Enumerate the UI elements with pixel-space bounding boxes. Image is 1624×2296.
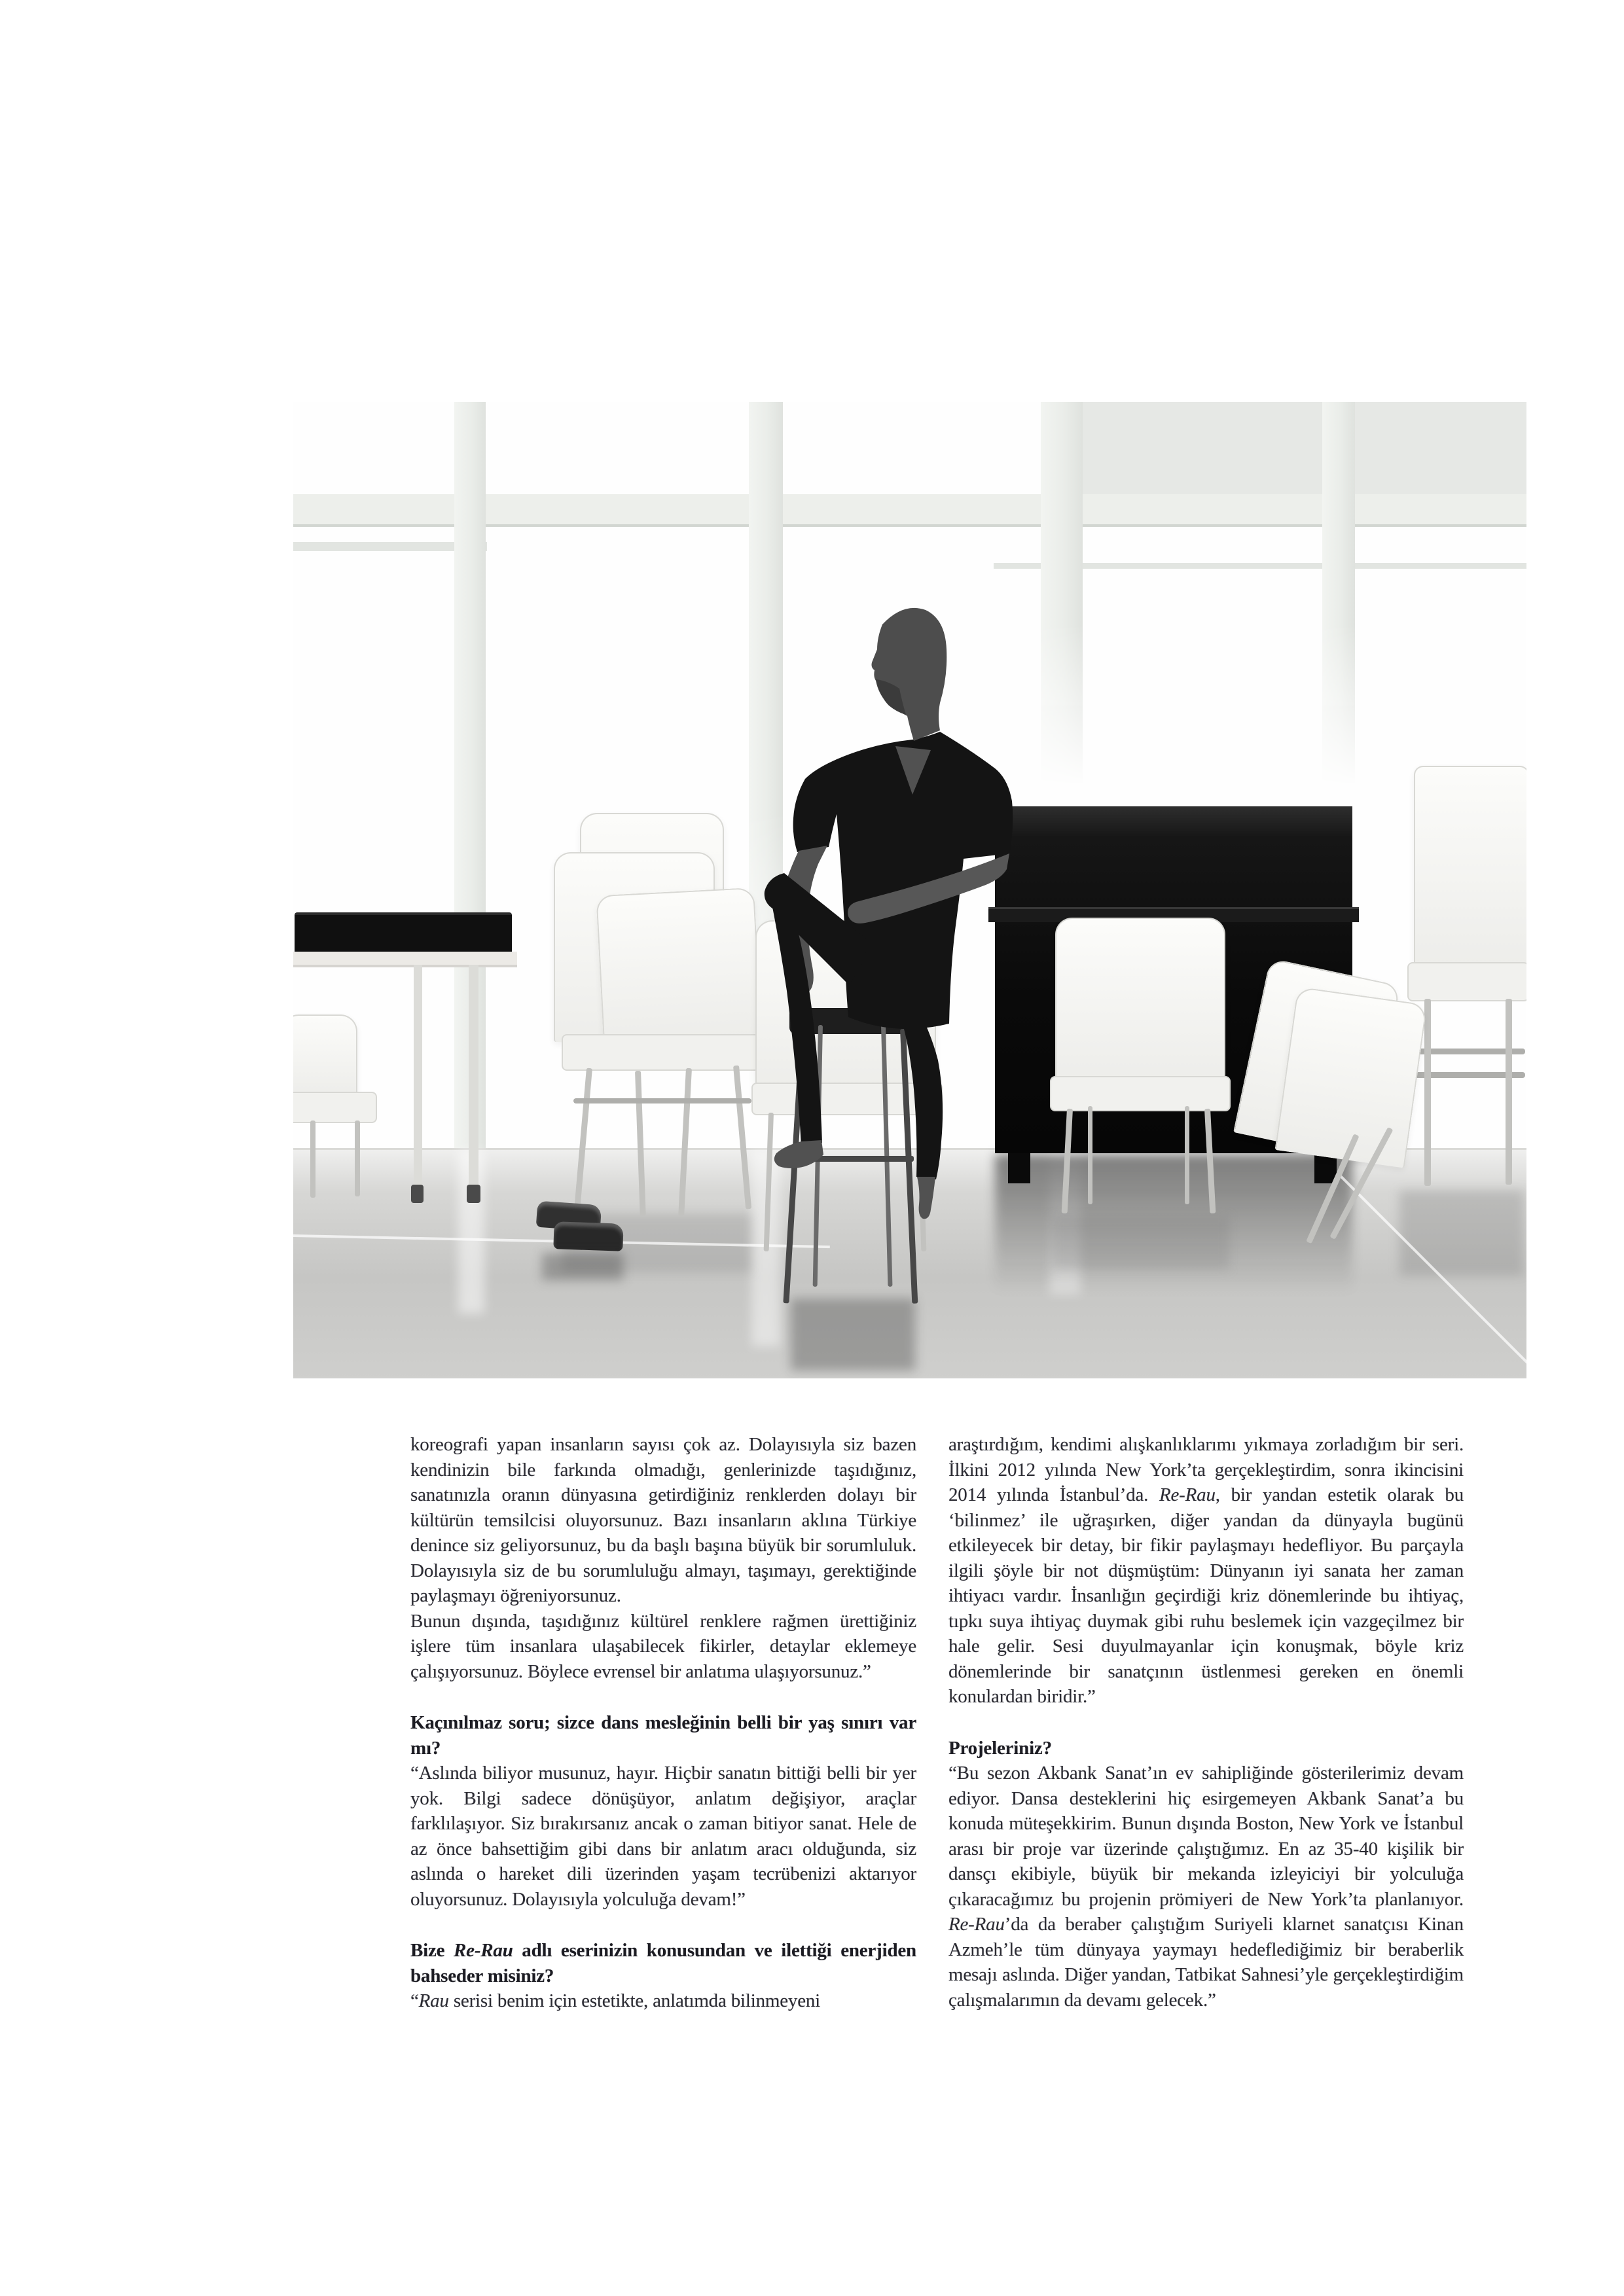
- interview-question: Projeleriniz?: [948, 1737, 1052, 1759]
- window-mullion-3: [1041, 402, 1083, 806]
- window-mullion-4: [1322, 402, 1355, 806]
- table-leg: [469, 965, 478, 1186]
- dancer-silhouette: [745, 598, 1026, 1220]
- interview-question: Kaçınılmaz soru; sizce dans mesleğinin belli bir yaş sınırı var mı?: [410, 1712, 916, 1759]
- table-leg: [414, 965, 422, 1186]
- chair-leg: [355, 1121, 360, 1196]
- interview-question: Bize Re-Rau adlı eserinizin konusundan ve ilettiği enerjiden bahseder misiniz?: [410, 1940, 916, 1986]
- article-paragraph: “Bu sezon Akbank Sanat’ın ev sahipliğinde gösterilerimiz devam ediyor. Dansa desteklerini hiç esirgemeyen Akbank Sanat’a bu konuda müteşekkirim. Bunun dışında Boston, New York ve İstanbul arası bir proje var üzerinde çalıştığımız. En az 35-40 kişilik bir dansçı ekibiyle, büyük bir mekanda izleyiciyi bir yolculuğa çıkaracağımız bu projenin prömiyeri de New York’ta planlanıyor. Re-Rau’da da beraber çalıştığım Suriyeli klarnet sanatçısı Kinan Azmeh’le tüm dünyaya yaymayı hedeflediğimiz bir beraberlik mesajı aslında. Diğer yandan, Tatbikat Sahnesi’yle gerçekleştirdiğim çalışmalarımın da devamı gelecek.”: [948, 1763, 1464, 2011]
- table-caster: [411, 1185, 424, 1203]
- chair-leg: [1506, 999, 1512, 1185]
- table: [293, 952, 517, 967]
- shoes-reflection: [542, 1253, 623, 1280]
- white-chair-back: [1055, 918, 1225, 1081]
- stacking-rail: [573, 1098, 751, 1103]
- white-chair-seat: [1050, 1076, 1231, 1111]
- chair-reflection: [1053, 1217, 1229, 1269]
- window-pane-gray: [1041, 402, 1526, 494]
- article-paragraph: araştırdığım, kendimi alışkanlıklarımı yıkmaya zorladığım bir seri. İlkini 2012 yılında New York’ta gerçekleştirdim, sonra ikincisini 2014 yılında İstanbul’da. Re-Rau, bir yandan estetik olarak bu ‘bilinmez’ ile uğraşırken, diğer yandan da dünyayla bugünü etkileyecek bir detay, bir fikir paylaşmayı hedefliyor. Bu parçayla ilgili şöyle bir not düşmüştüm: Dünyanın iyi sanata her zaman ihtiyacı vardır. İnsanlığın geçirdiği kriz dönemlerinde bu ihtiyaç, tıpkı suya ihtiyaç duymak gibi ruhu beslemek için vazgeçilmez bir hale gelir. Sesi duyulmayanlar için konuşmak, böyle kriz dönemlerinde bir sanatçının üstlenmesi gereken en önemli konulardan biridir.”: [948, 1434, 1464, 1707]
- studio-photo: [293, 402, 1526, 1378]
- chair-leg: [1424, 999, 1431, 1186]
- white-chair-seat: [1407, 962, 1526, 1001]
- chair-leg: [310, 1121, 316, 1198]
- article-paragraph: “Rau serisi benim için estetikte, anlatımda bilinmeyeni: [410, 1990, 821, 2011]
- text-column-left: [410, 1432, 916, 2014]
- chair-leg: [1088, 1106, 1092, 1204]
- stacked-chair-back: [596, 888, 761, 1043]
- stacked-chair-seats: [562, 1034, 761, 1071]
- table-caster: [467, 1185, 480, 1203]
- article-paragraph: “Aslında biliyor musunuz, hayır. Hiçbir sanatın bittiği belli bir yer yok. Bilgi sadece dönüşüyor, anlatım değişiyor, araçlar farklılaşıyor. Siz bırakırsanız ancak o zaman bitiyor sanat. Hele de az önce bahsettiğim gibi dans bir anlatım aracı olduğunda, siz aslında o hareket dili üzerinden yaşam tecrübenizi aktarıyor oluyorsunuz. Dolayısıyla yolculuğa devam!”: [410, 1763, 916, 1910]
- stool-reflection: [791, 1299, 915, 1371]
- white-chair-back: [293, 1014, 357, 1096]
- chair-leg: [1185, 1106, 1189, 1204]
- white-chair-back: [1414, 766, 1526, 966]
- article-paragraph: koreografi yapan insanların sayısı çok az. Dolayısıyla siz bazen kendinizin bile farkında olmadığı, genlerinizde taşıdığınız, sanatınızla oranın dünyasına getirdiğiniz renklerden dolayı bir kültürün temsilcisi oluyorsunuz. Bazı insanların aklına Türkiye denince siz geliyorsunuz, bu da başlı başına büyük bir sorumluluk. Dolayısıyla siz de bu sorumluluğu almayı, taşımayı, gerektiğinde paylaşmayı öğreniyorsunuz.: [410, 1434, 916, 1606]
- shoe: [553, 1221, 623, 1251]
- text-column-right: [948, 1432, 1464, 2013]
- keyboard-on-table: [295, 912, 512, 954]
- article-paragraph: Bunun dışında, taşıdığınız kültürel renklere rağmen ürettiğiniz işlere tüm insanlara ulaşabilecek fikirler, detaylar eklemeye çalışıyorsunuz. Böylece evrensel bir anlatıma ulaşıyorsunuz.”: [410, 1610, 916, 1682]
- white-chair-seat: [293, 1092, 377, 1123]
- chairs-reflection: [1399, 1191, 1524, 1276]
